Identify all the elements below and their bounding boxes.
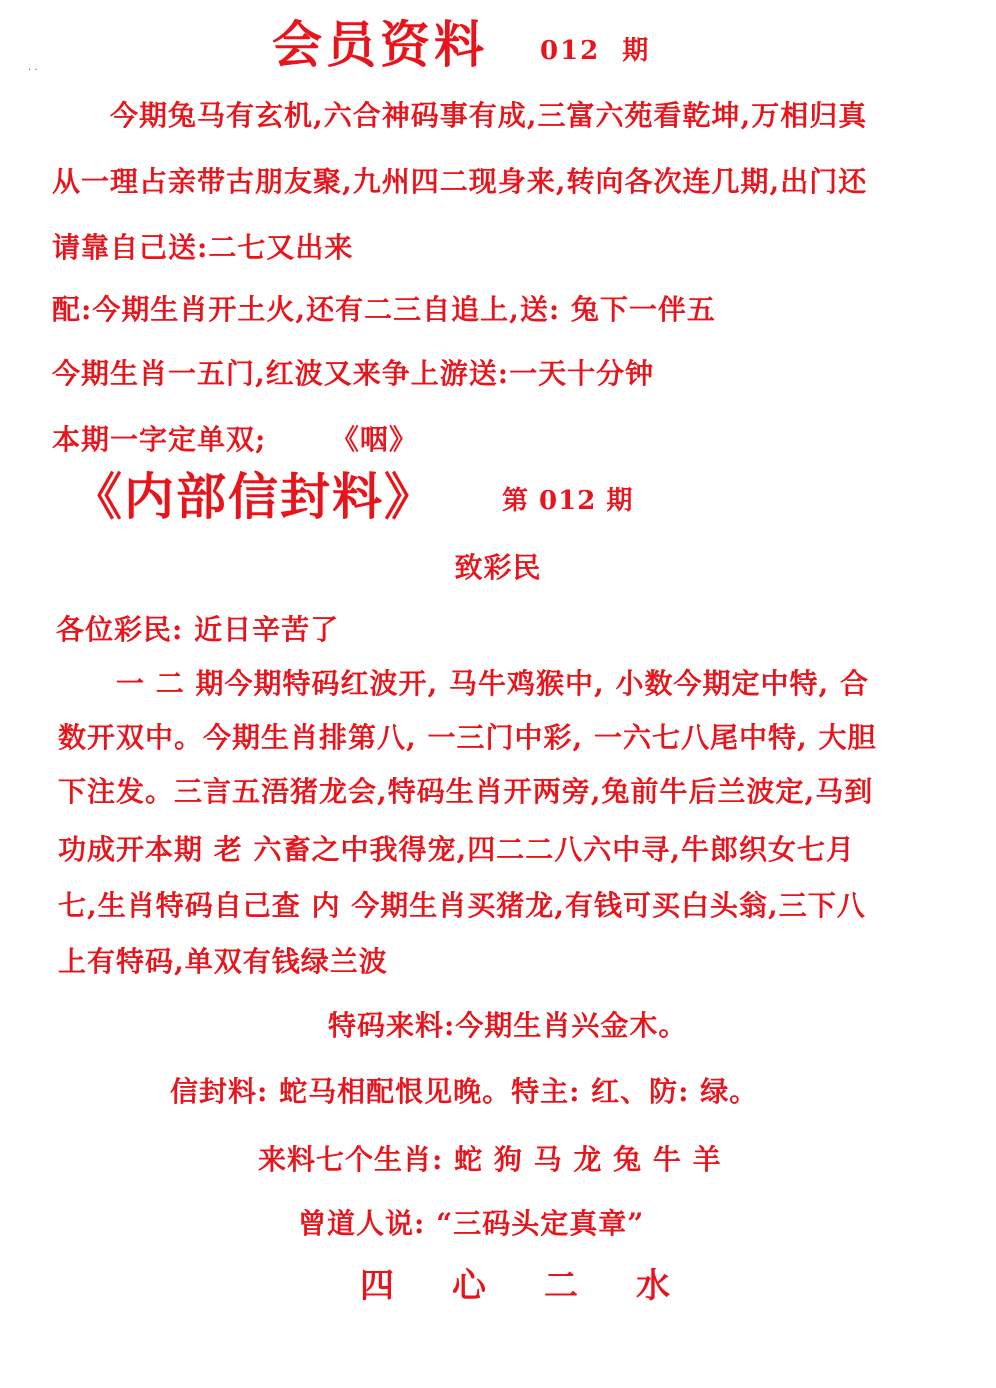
member-issue [540, 34, 650, 68]
member-issue-number: 012 [540, 36, 601, 66]
member-issue-suffix: 期 [622, 36, 651, 66]
letter-body-line-3: 下注发。三言五浯猪龙会,特码生肖开两旁,兔前牛后兰波定,马到 [58, 775, 874, 808]
member-line-2: 从一理占亲带古朋友聚,九州四二现身来,转向各次连几期,出门还 [52, 165, 868, 198]
closing-char-3: 二 [544, 1266, 578, 1306]
letter-to: 致彩民 [454, 551, 542, 584]
member-line-4: 配:今期生肖开土火,还有二三自追上,送: 兔下一伴五 [52, 293, 716, 326]
member-line-6: 本期一字定单双; 《咽》 [52, 423, 418, 456]
letter-title: 《内部信封料》 [72, 467, 436, 526]
seven-zodiac-line: 来料七个生肖: 蛇 狗 马 龙 兔 牛 羊 [258, 1143, 722, 1176]
letter-body-line-4: 功成开本期 老 六畜之中我得宠,四二二八六中寻,牛郎织女七月 [58, 833, 855, 866]
member-line-5: 今期生肖一五门,红波又来争上游送:一天十分钟 [52, 357, 655, 390]
envelope-line: 信封料: 蛇马相配恨见晚。特主: 红、防: 绿。 [170, 1075, 759, 1108]
closing-char-4: 水 [636, 1266, 670, 1306]
closing-char-1: 四 [360, 1266, 394, 1306]
scan-speck: . . [28, 62, 38, 73]
member-line-1: 今期兔马有玄机,六合神码事有成,三富六苑看乾坤,万相归真 [110, 99, 868, 132]
letter-greeting: 各位彩民: 近日辛苦了 [56, 613, 340, 646]
letter-body-line-2: 数开双中。今期生肖排第八, 一三门中彩, 一六七八尾中特, 大胆 [58, 721, 877, 754]
taoist-saying: 曾道人说: “三码头定真章” [298, 1207, 645, 1240]
member-title: 会员资料 [272, 15, 488, 74]
closing-char-2: 心 [452, 1266, 486, 1306]
letter-body-line-5: 七,生肖特码自己查 内 今期生肖买猪龙,有钱可买白头翁,三下八 [58, 889, 866, 922]
member-line-3: 请靠自己送:二七又出来 [52, 231, 354, 264]
closing-phrase [360, 1262, 728, 1310]
tema-source: 特码来料:今期生肖兴金木。 [328, 1009, 688, 1042]
letter-body-line-6: 上有特码,单双有钱绿兰波 [58, 945, 388, 978]
letter-issue: 第 012 期 [502, 486, 634, 516]
letter-body-line-1: 一 二 期今期特码红波开, 马牛鸡猴中, 小数今期定中特, 合 [116, 667, 869, 700]
